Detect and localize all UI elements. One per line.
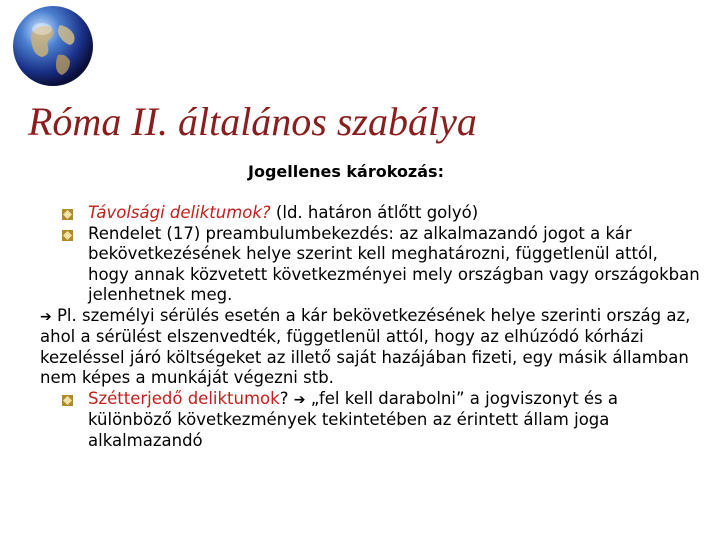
example-paragraph — [40, 306, 702, 389]
diamond-bullet-icon — [62, 209, 73, 220]
arrow-icon: ➔ — [293, 391, 306, 408]
bullet-item — [62, 203, 702, 224]
diamond-bullet-icon — [62, 230, 73, 241]
bullet-term: Távolsági deliktumok? — [88, 203, 271, 222]
bullet-item — [62, 389, 702, 452]
globe-icon — [10, 3, 96, 89]
slide-title: Róma II. általános szabálya — [28, 99, 477, 144]
bullet-term: Szétterjedő deliktumok — [88, 388, 280, 408]
diamond-bullet-icon — [62, 395, 73, 406]
bullet-text: „fel kell darabolni” a jogviszonyt és a különböző következmények tekintetében az érintett állam joga alkalmazandó — [88, 388, 619, 450]
bullet-text: Rendelet (17) preambulumbekezdés: az alkalmazandó jogot a kár bekövetkezésének helye szerint kell meghatározni, függetlenül attól, hogy annak közvetett következményei mely országban vagy országokban jelenhetnek meg. — [88, 223, 700, 304]
arrow-icon: ➔ — [40, 308, 52, 325]
bullet-question: ? — [279, 388, 294, 408]
bullet-item — [62, 224, 702, 306]
slide-subtitle: Jogellenes károkozás: — [248, 162, 444, 181]
bullet-text: (ld. határon átlőtt golyó) — [270, 203, 479, 222]
slide-content — [40, 203, 702, 451]
paragraph-text: Pl. személyi sérülés esetén a kár bekövetkezésének helye szerinti ország az, ahol a sérülést elszenvedték, függetlenül attól, hogy az elhúzódó kórházi kezeléssel járó költségeket az illető saját hazájában fizeti, egy másik államban nem képes a munkáját végezni stb. — [40, 305, 691, 387]
